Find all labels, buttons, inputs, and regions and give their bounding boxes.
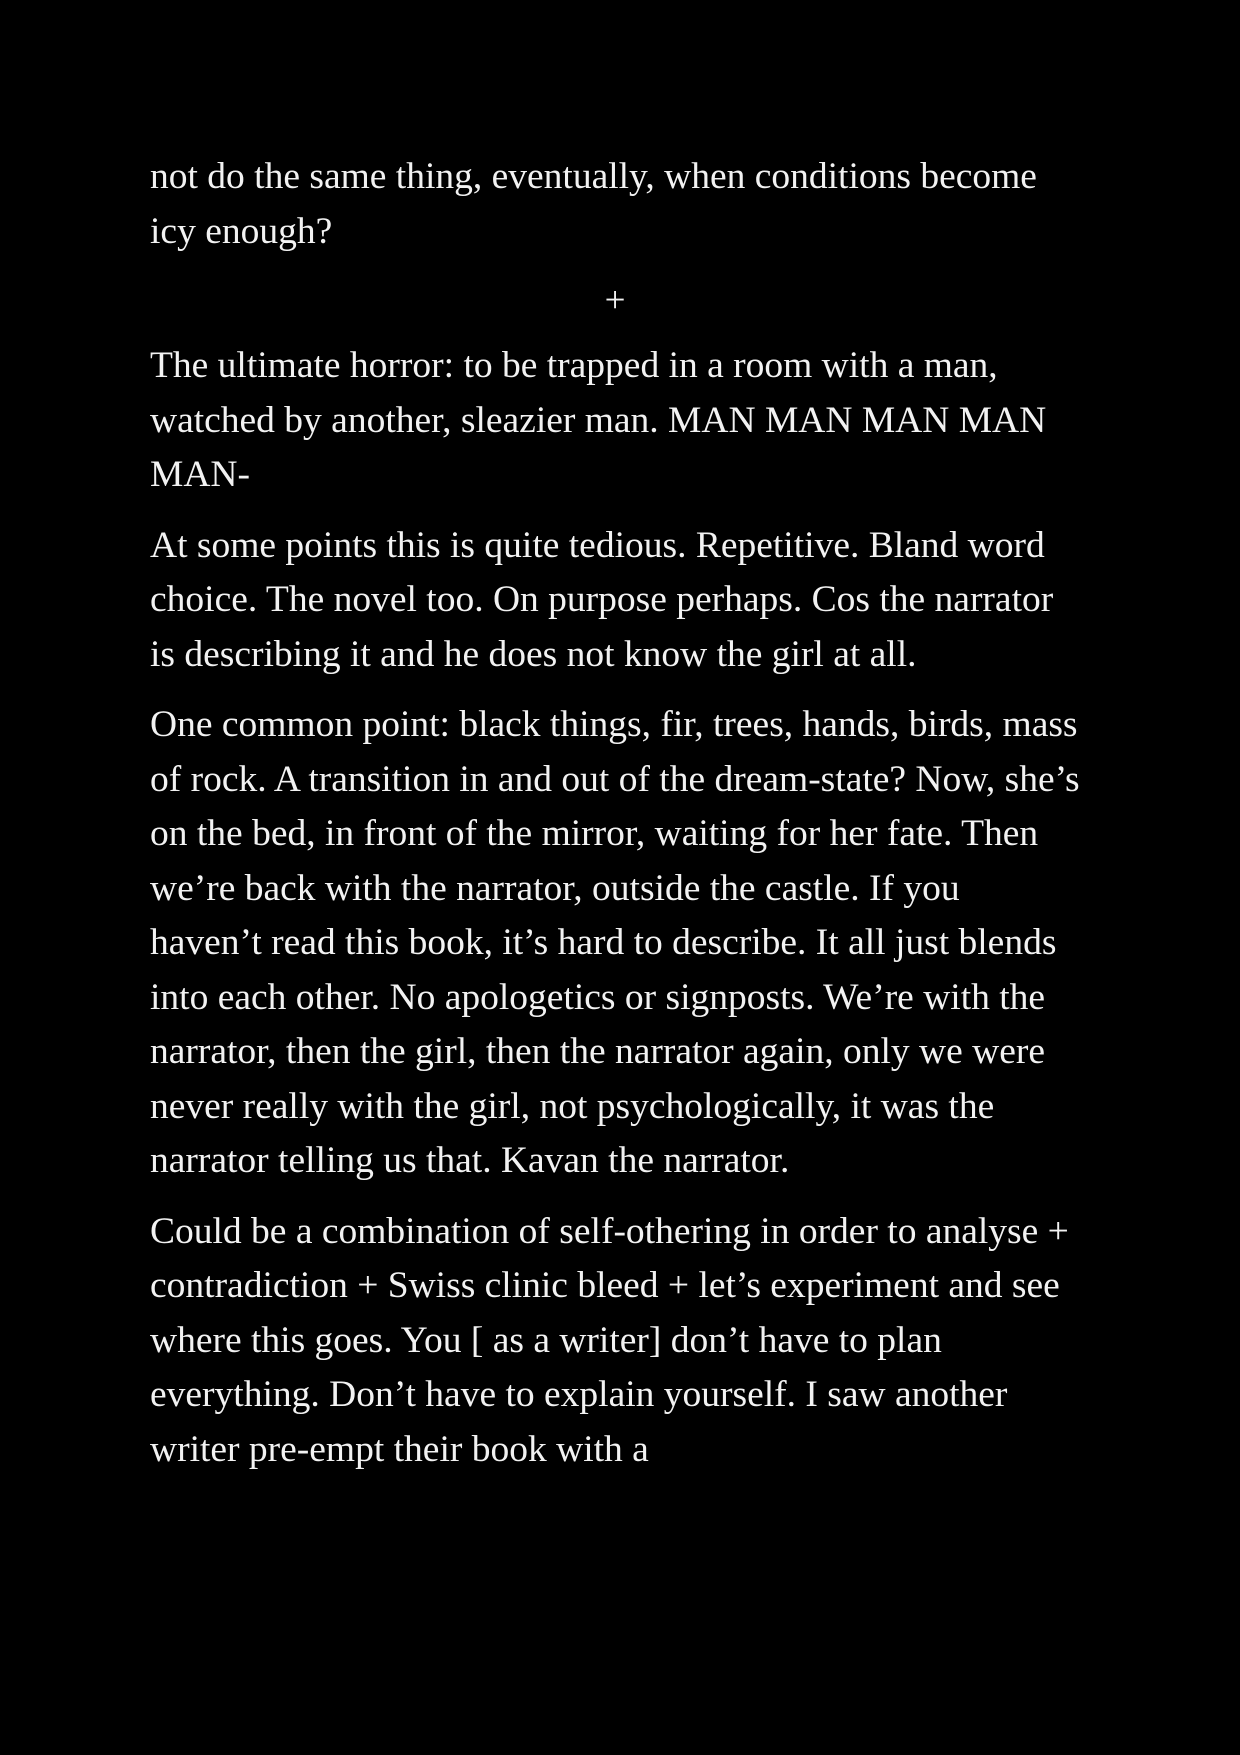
paragraph-tedious: At some points this is quite tedious. Repetitive. Bland word choice. The novel too. On purpose perhaps. Cos the narrator is describing it and he does not know the girl at all. [150,524,1054,675]
paragraph-common-point: One common point: black things, fir, trees, hands, birds, mass of rock. A transition in and out of the dream-state? Now, she’s on the bed, in front of the mirror, waiting for her fate. Then we’re back with the narrator, outside the castle. If you haven’t read this book, it’s hard to describe. It all just blends into each other. No apologetics or signposts. We’re with the narrator, then the girl, then the narrator again, only we were never really with the girl, not psychologically, it was the narrator telling us that. Kavan the narrator. [150,704,1080,1181]
paragraph-combination: Could be a combination of self-othering in order to analyse + contradiction + Swiss clinic bleed + let’s experiment and see where this goes. You [ as a writer] don’t have to plan everything. Don’t have to explain yourself. I saw another writer pre-empt their book with a [150,1210,1069,1470]
paragraph-ultimate-horror: The ultimate horror: to be trapped in a room with a man, watched by another, sleazier man. MAN MAN MAN MAN MAN- [150,345,1047,495]
paragraph-continued: not do the same thing, eventually, when conditions become icy enough? [150,156,1037,252]
section-divider: + [604,280,626,321]
document-page [150,150,1080,1493]
